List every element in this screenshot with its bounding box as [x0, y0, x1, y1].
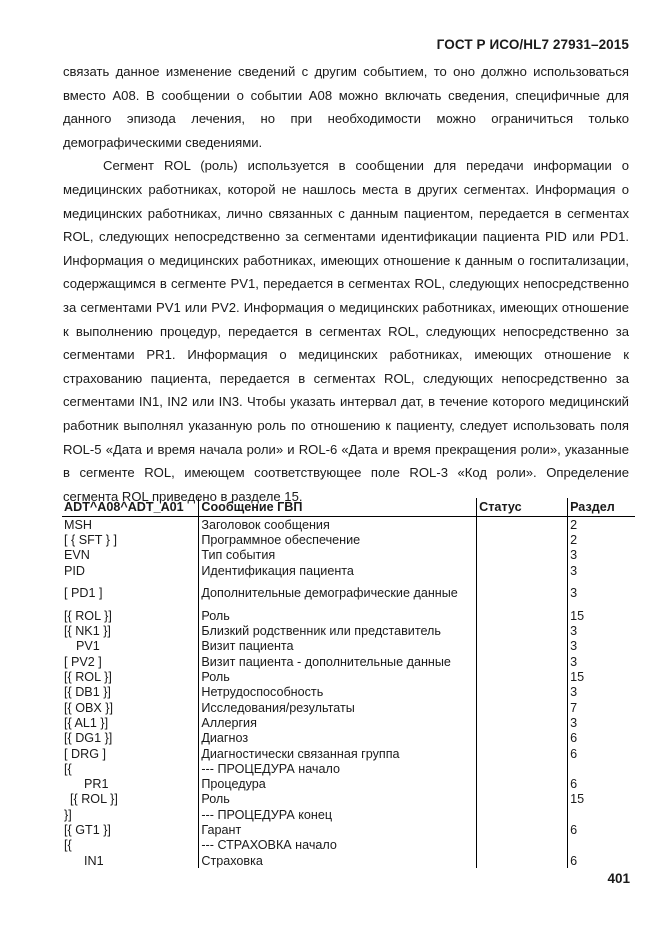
table-row: [62, 654, 635, 669]
section-cell: 15: [568, 792, 635, 807]
status-cell: [477, 669, 568, 684]
description-cell: Дополнительные демографические данные: [199, 578, 477, 608]
status-cell: [477, 623, 568, 638]
status-cell: [477, 548, 568, 563]
segment-cell: PV1: [76, 639, 100, 654]
table-row: [62, 578, 635, 608]
status-cell: [477, 792, 568, 807]
description-cell: Тип события: [199, 548, 477, 563]
segment-cell: [{ ROL }]: [64, 608, 112, 623]
status-cell: [477, 807, 568, 822]
description-cell: --- ПРОЦЕДУРА начало: [199, 761, 477, 776]
description-cell: Роль: [199, 608, 477, 623]
segment-cell: [{ DB1 }]: [64, 685, 111, 700]
section-cell: 6: [568, 731, 635, 746]
section-cell: 3: [568, 563, 635, 578]
section-cell: 6: [568, 776, 635, 791]
description-cell: Программное обеспечение: [199, 532, 477, 547]
table-row: [62, 746, 635, 761]
description-cell: Диагноз: [199, 731, 477, 746]
segment-cell: MSH: [64, 517, 92, 532]
status-cell: [477, 746, 568, 761]
status-cell: [477, 731, 568, 746]
segment-cell: [ { SFT } ]: [64, 532, 117, 547]
status-cell: [477, 578, 568, 608]
table-row: [62, 608, 635, 623]
segment-cell: EVN: [64, 548, 90, 563]
description-cell: Роль: [199, 792, 477, 807]
table-row: [62, 669, 635, 684]
status-cell: [477, 532, 568, 547]
table-row: [62, 685, 635, 700]
section-cell: [568, 838, 635, 853]
section-cell: 3: [568, 548, 635, 563]
section-cell: 6: [568, 853, 635, 868]
segment-cell: [{ GT1 }]: [64, 822, 111, 837]
segment-cell: [ PD1 ]: [64, 586, 103, 601]
description-cell: Близкий родственник или представитель: [199, 623, 477, 638]
section-cell: 3: [568, 623, 635, 638]
description-cell: Заголовок сообщения: [199, 517, 477, 533]
segment-cell: [{: [64, 761, 72, 776]
section-cell: 3: [568, 654, 635, 669]
table-row: [62, 761, 635, 776]
section-cell: 3: [568, 578, 635, 608]
status-cell: [477, 685, 568, 700]
table-row: [62, 639, 635, 654]
paragraph: Сегмент ROL (роль) используется в сообщении для передачи информации о медицинских работниках, которой не нашлось места в других сегментах. Информация о медицинских работниках, лично связанных с данным пациентом, передается в сегментах ROL, следующих непосредственно за сегментами идентификации пациента PID или PD1. Информация о медицинских работниках, имеющих отношение к данным о госпитализации, содержащимся в сегменте PV1, передается в сегментах ROL, следующих непосредственно за сегментами PV1 или PV2. Информация о медицинских работниках, имеющих отношение к выполнению процедур, передается в сегментах ROL, следующих непосредственно за сегментами PR1. Информация о медицинских работниках, имеющих отношение к страхованию пациента, передается в сегментах ROL, следующих непосредственно за сегментами IN1, IN2 или IN3. Чтобы указать интервал дат, в течение которого медицинский работник выполнял указанную роль по отношению к пациенту, следует использовать поля ROL-5 «Дата и время начала роли» и ROL-6 «Дата и время прекращения роли», указанные в сегменте ROL, имеющем соответствующее поле ROL-3 «Код роли». Определение сегмента ROL приведено в разделе 15.: [63, 158, 629, 504]
page-number: 401: [607, 871, 630, 886]
section-cell: 15: [568, 608, 635, 623]
status-cell: [477, 700, 568, 715]
section-cell: 6: [568, 746, 635, 761]
segment-cell: IN1: [84, 853, 104, 868]
status-cell: [477, 517, 568, 533]
table-row: [62, 548, 635, 563]
status-cell: [477, 608, 568, 623]
segment-cell: [{ AL1 }]: [64, 715, 109, 730]
segment-cell: [{ OBX }]: [64, 700, 114, 715]
section-cell: [568, 807, 635, 822]
description-cell: Визит пациента: [199, 639, 477, 654]
description-cell: Визит пациента - дополнительные данные: [199, 654, 477, 669]
section-cell: 3: [568, 639, 635, 654]
description-cell: Страховка: [199, 853, 477, 868]
status-cell: [477, 639, 568, 654]
segment-cell: [{ ROL }]: [64, 670, 112, 685]
status-cell: [477, 761, 568, 776]
column-header-segment: ADT^A08^ADT_A01: [62, 498, 199, 517]
description-cell: Аллергия: [199, 715, 477, 730]
table-row: [62, 623, 635, 638]
table-row: [62, 731, 635, 746]
segment-cell: [{ DG1 }]: [64, 731, 113, 746]
status-cell: [477, 715, 568, 730]
status-cell: [477, 776, 568, 791]
table-row: [62, 563, 635, 578]
segment-cell: [{ NK1 }]: [64, 624, 111, 639]
table-row: [62, 776, 635, 791]
section-cell: 15: [568, 669, 635, 684]
section-cell: 2: [568, 517, 635, 533]
table-row: [62, 853, 635, 868]
section-cell: 3: [568, 715, 635, 730]
segment-cell: [ PV2 ]: [64, 654, 102, 669]
description-cell: Диагностически связанная группа: [199, 746, 477, 761]
description-cell: Гарант: [199, 822, 477, 837]
table-row: [62, 838, 635, 853]
description-cell: Нетрудоспособность: [199, 685, 477, 700]
segment-cell: [{: [64, 838, 72, 853]
section-cell: 3: [568, 685, 635, 700]
table-row: [62, 517, 635, 533]
table-row: [62, 700, 635, 715]
status-cell: [477, 654, 568, 669]
description-cell: --- СТРАХОВКА начало: [199, 838, 477, 853]
segment-cell: PR1: [84, 777, 109, 792]
table-header-row: [62, 498, 635, 517]
description-cell: Исследования/результаты: [199, 700, 477, 715]
segment-cell: [{ ROL }]: [70, 792, 118, 807]
description-cell: Идентификация пациента: [199, 563, 477, 578]
table-row: [62, 792, 635, 807]
column-header-status: Статус: [477, 498, 568, 517]
table-row: [62, 532, 635, 547]
description-cell: Роль: [199, 669, 477, 684]
description-cell: --- ПРОЦЕДУРА конец: [199, 807, 477, 822]
table-row: [62, 715, 635, 730]
table-row: [62, 807, 635, 822]
section-cell: [568, 761, 635, 776]
document-header: ГОСТ Р ИСО/HL7 27931–2015: [436, 37, 629, 52]
status-cell: [477, 853, 568, 868]
segment-cell: [ DRG ]: [64, 746, 106, 761]
status-cell: [477, 838, 568, 853]
status-cell: [477, 563, 568, 578]
table-row: [62, 822, 635, 837]
column-header-section: Раздел: [568, 498, 635, 517]
message-structure-table: [62, 498, 635, 868]
segment-cell: PID: [64, 563, 85, 578]
paragraph: связать данное изменение сведений с другим событием, то оно должно использоваться вместо A08. В сообщении о событии A08 можно включать сведения, специфичные для данного эпизода лечения, но при необходимости можно ограничиться только демографическими сведениями.: [63, 64, 629, 150]
section-cell: 6: [568, 822, 635, 837]
column-header-message: Сообщение ГВП: [199, 498, 477, 517]
description-cell: Процедура: [199, 776, 477, 791]
section-cell: 2: [568, 532, 635, 547]
section-cell: 7: [568, 700, 635, 715]
body-text: [63, 60, 629, 508]
status-cell: [477, 822, 568, 837]
segment-cell: }]: [64, 807, 72, 822]
